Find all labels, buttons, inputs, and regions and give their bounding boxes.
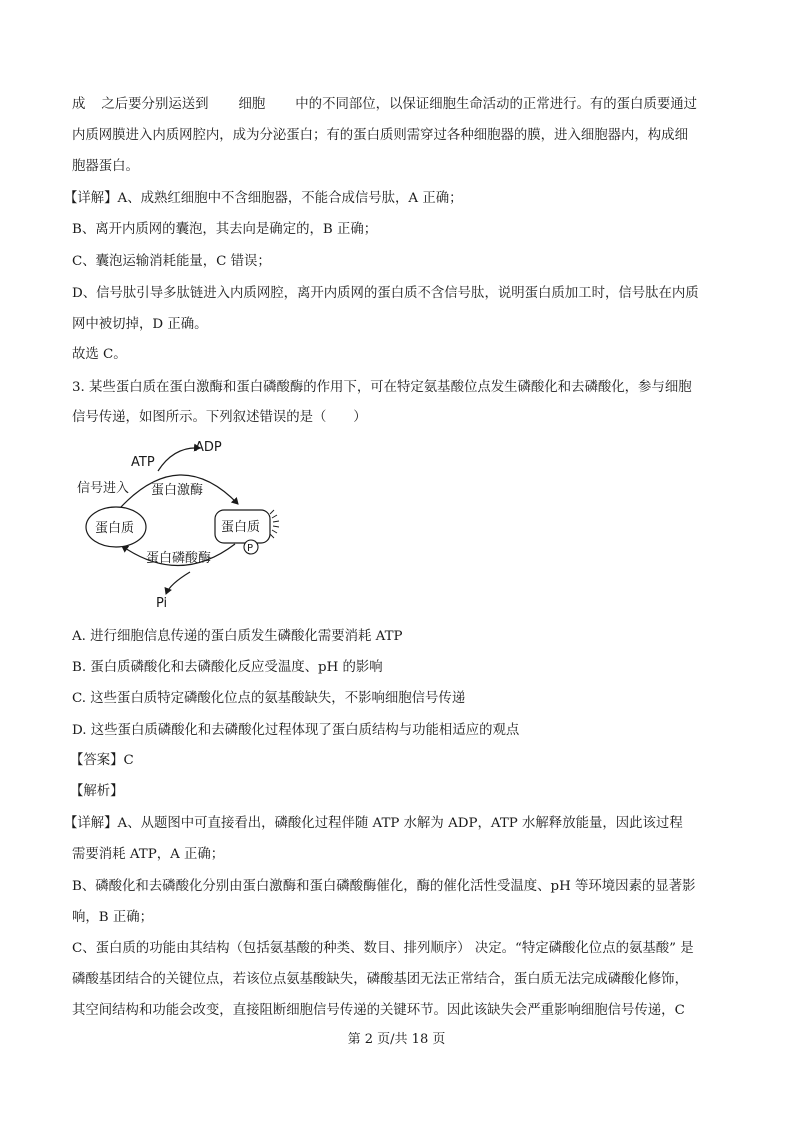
q2-detail-d-1: D、信号肽引导多肽链进入内质网腔，离开内质网的蛋白质不含信号肽，说明蛋白质加工时，信号肽在内质 (72, 286, 699, 301)
phosphatase-label: 蛋白磷酸酶 (146, 551, 212, 566)
intro-text: 细胞 (238, 97, 266, 112)
protein-right-label: 蛋白质 (221, 520, 261, 535)
q3-option-c: C. 这些蛋白质特定磷酸化位点的氨基酸缺失，不影响细胞信号传递 (72, 691, 466, 706)
intro-line-1 (72, 96, 697, 114)
atp-to-adp-arrow (158, 448, 200, 471)
intro-text: 中的不同部位，以保证细胞生命活动的正常进行。有的蛋白质要通过 (295, 97, 698, 112)
q3-detail-a-2: 需要消耗 ATP，A 正确； (72, 847, 225, 862)
activation-rays-icon (270, 510, 279, 538)
adp-label: ADP (195, 440, 222, 455)
q2-detail-a: 【详解】A、成熟红细胞中不含细胞器，不能合成信号肽，A 正确； (64, 191, 463, 206)
q2-detail-c: C、囊泡运输消耗能量，C 错误； (72, 254, 271, 269)
protein-left-label: 蛋白质 (95, 521, 135, 536)
phosphate-label: P (247, 543, 254, 554)
signal-in-label: 信号进入 (77, 481, 130, 496)
q2-detail-b: B、离开内质网的囊泡，其去向是确定的，B 正确； (72, 222, 378, 237)
intro-text: 成 (72, 97, 86, 112)
pi-label: Pi (156, 596, 168, 611)
q3-detail-b-2: 响，B 正确； (72, 910, 154, 925)
q3-stem-line-2: 信号传递，如图所示。下列叙述错误的是（ ） (72, 410, 367, 425)
pi-arrow (166, 572, 190, 594)
page-footer: 第 2 页/共 18 页 (347, 1032, 446, 1047)
q3-detail-a-1: 【详解】A、从题图中可直接看出，磷酸化过程伴随 ATP 水解为 ADP，ATP 水解释放能量，因此该过程 (64, 816, 683, 831)
atp-label: ATP (131, 455, 155, 470)
q3-detail-c-3: 其空间结构和功能会改变，直接阻断细胞信号传递的关键环节。因此该缺失会严重影响细胞信号传递，C (72, 1003, 685, 1018)
q3-option-b: B. 蛋白质磷酸化和去磷酸化反应受温度、pH 的影响 (72, 660, 383, 675)
q3-detail-c-1: C、蛋白质的功能由其结构（包括氨基酸的种类、数目、排列顺序） 决定。“特定磷酸化位点的氨基酸” 是 (72, 941, 694, 956)
q3-answer: 【答案】C (70, 753, 134, 768)
phosphorylation-cycle-diagram (70, 436, 300, 611)
q2-conclusion: 故选 C。 (72, 347, 127, 362)
q3-option-d: D. 这些蛋白质磷酸化和去磷酸化过程体现了蛋白质结构与功能相适应的观点 (72, 723, 520, 738)
q3-detail-b-1: B、磷酸化和去磷酸化分别由蛋白激酶和蛋白磷酸酶催化，酶的催化活性受温度、pH 等环境因素的显著影 (72, 879, 696, 894)
intro-line-3: 胞器蛋白。 (72, 159, 139, 174)
kinase-label: 蛋白激酶 (151, 483, 204, 498)
intro-line-2: 内质网膜进入内质网腔内，成为分泌蛋白；有的蛋白质则需穿过各种细胞器的膜，进入细胞器内，构成细 (72, 128, 688, 143)
q3-stem-line-1: 3. 某些蛋白质在蛋白激酶和蛋白磷酸酶的作用下，可在特定氨基酸位点发生磷酸化和去磷酸化，参与细胞 (72, 380, 692, 395)
q3-detail-c-2: 磷酸基团结合的关键位点，若该位点氨基酸缺失，磷酸基团无法正常结合，蛋白质无法完成磷酸化修饰， (72, 972, 688, 987)
intro-text: 之后要分别运送到 (101, 97, 209, 112)
q2-detail-d-2: 网中被切掉，D 正确。 (72, 317, 208, 332)
q3-option-a: A. 进行细胞信息传递的蛋白质发生磷酸化需要消耗 ATP (72, 629, 403, 644)
q3-analysis-label: 【解析】 (70, 784, 124, 799)
